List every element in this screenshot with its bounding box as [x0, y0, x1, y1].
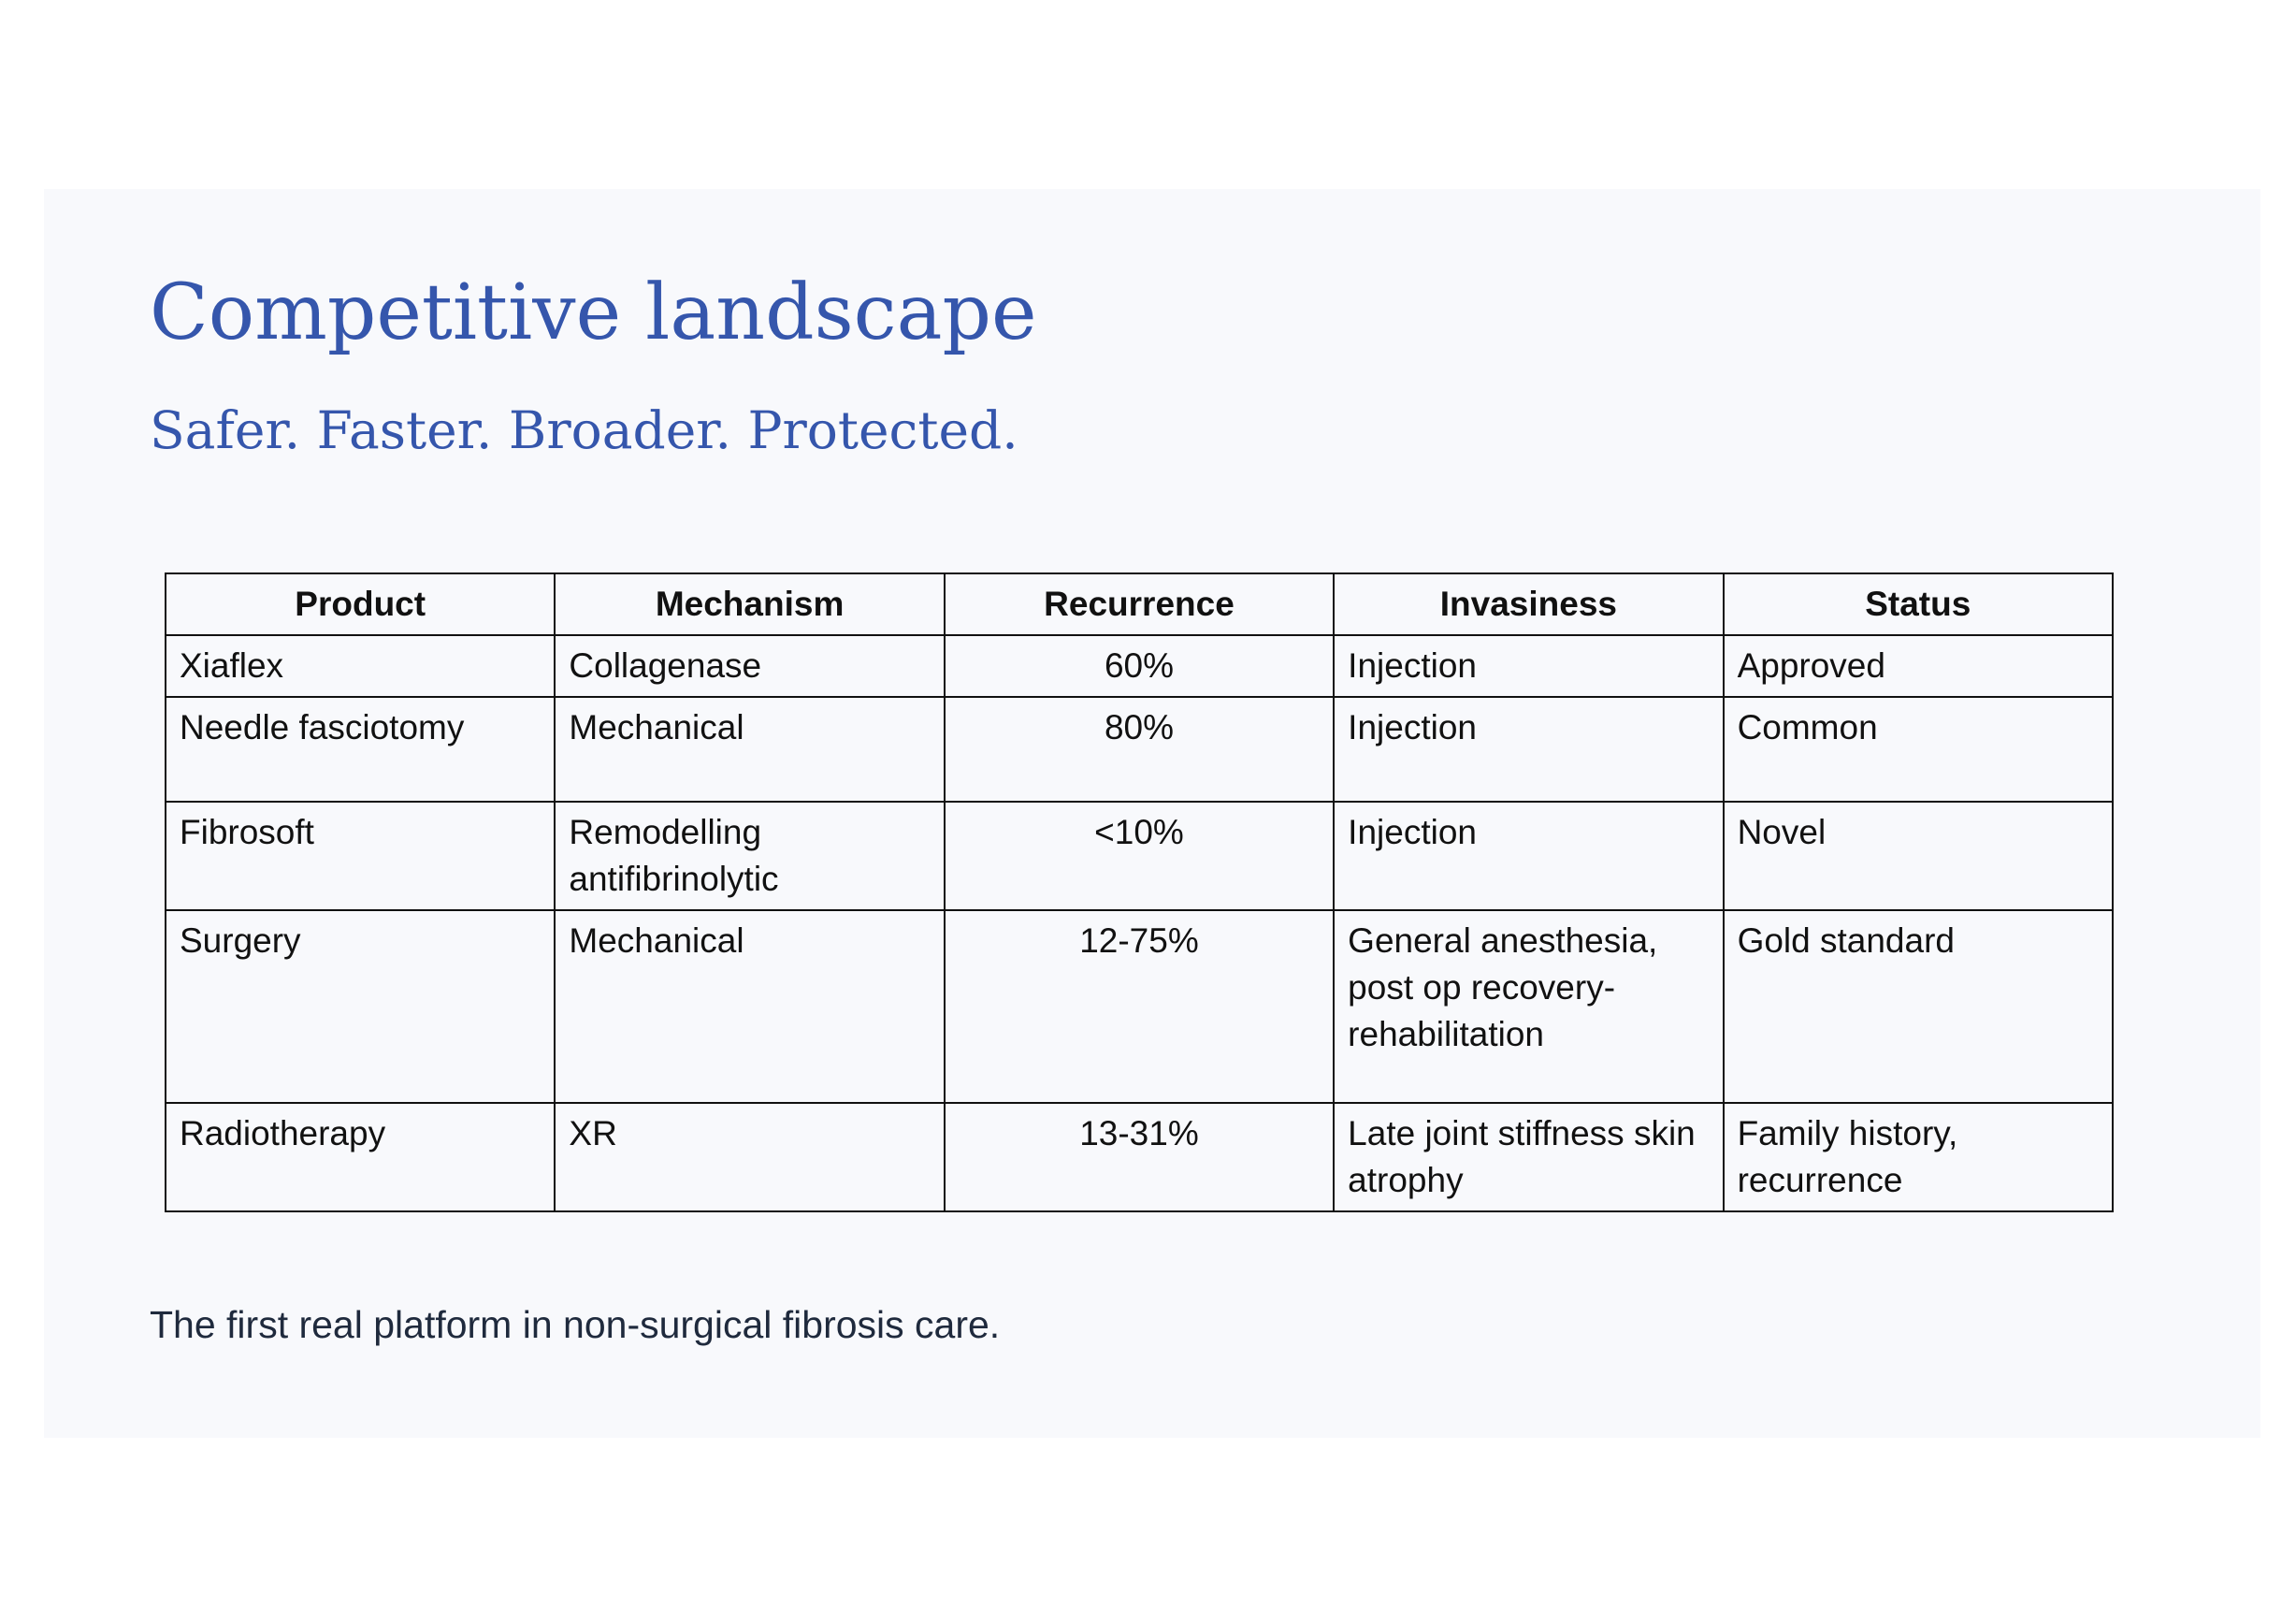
cell-mechanism: Mechanical [555, 910, 944, 1103]
table-row [166, 1103, 2113, 1211]
cell-product: Radiotherapy [166, 1103, 555, 1211]
page-subtitle: Safer. Faster. Broader. Protected. [150, 400, 1018, 460]
table-row [166, 697, 2113, 802]
cell-mechanism: Remodelling antifibrinolytic [555, 802, 944, 910]
cell-mechanism: XR [555, 1103, 944, 1211]
cell-status: Gold standard [1724, 910, 2113, 1103]
header-product: Product [166, 573, 555, 635]
cell-status: Family history, recurrence [1724, 1103, 2113, 1211]
cell-status: Common [1724, 697, 2113, 802]
cell-product: Fibrosoft [166, 802, 555, 910]
slide [44, 189, 2260, 1438]
cell-invasiness: General anesthesia, post op recovery-rehabilitation [1334, 910, 1723, 1103]
header-invasiness: Invasiness [1334, 573, 1723, 635]
cell-invasiness: Injection [1334, 697, 1723, 802]
cell-status: Approved [1724, 635, 2113, 697]
cell-mechanism: Mechanical [555, 697, 944, 802]
header-recurrence: Recurrence [945, 573, 1334, 635]
cell-mechanism: Collagenase [555, 635, 944, 697]
cell-recurrence: <10% [945, 802, 1334, 910]
cell-invasiness: Late joint stiffness skin atrophy [1334, 1103, 1723, 1211]
cell-recurrence: 12-75% [945, 910, 1334, 1103]
cell-product: Surgery [166, 910, 555, 1103]
table-row [166, 910, 2113, 1103]
cell-product: Needle fasciotomy [166, 697, 555, 802]
table-header-row [166, 573, 2113, 635]
cell-recurrence: 80% [945, 697, 1334, 802]
table-row [166, 635, 2113, 697]
page-title: Competitive landscape [150, 268, 1037, 357]
cell-invasiness: Injection [1334, 802, 1723, 910]
footer-tagline: The first real platform in non-surgical fibrosis care. [150, 1303, 1001, 1346]
cell-status: Novel [1724, 802, 2113, 910]
table-row [166, 802, 2113, 910]
cell-product: Xiaflex [166, 635, 555, 697]
cell-recurrence: 13-31% [945, 1103, 1334, 1211]
cell-invasiness: Injection [1334, 635, 1723, 697]
competitive-table [165, 572, 2114, 1212]
cell-recurrence: 60% [945, 635, 1334, 697]
header-mechanism: Mechanism [555, 573, 944, 635]
header-status: Status [1724, 573, 2113, 635]
